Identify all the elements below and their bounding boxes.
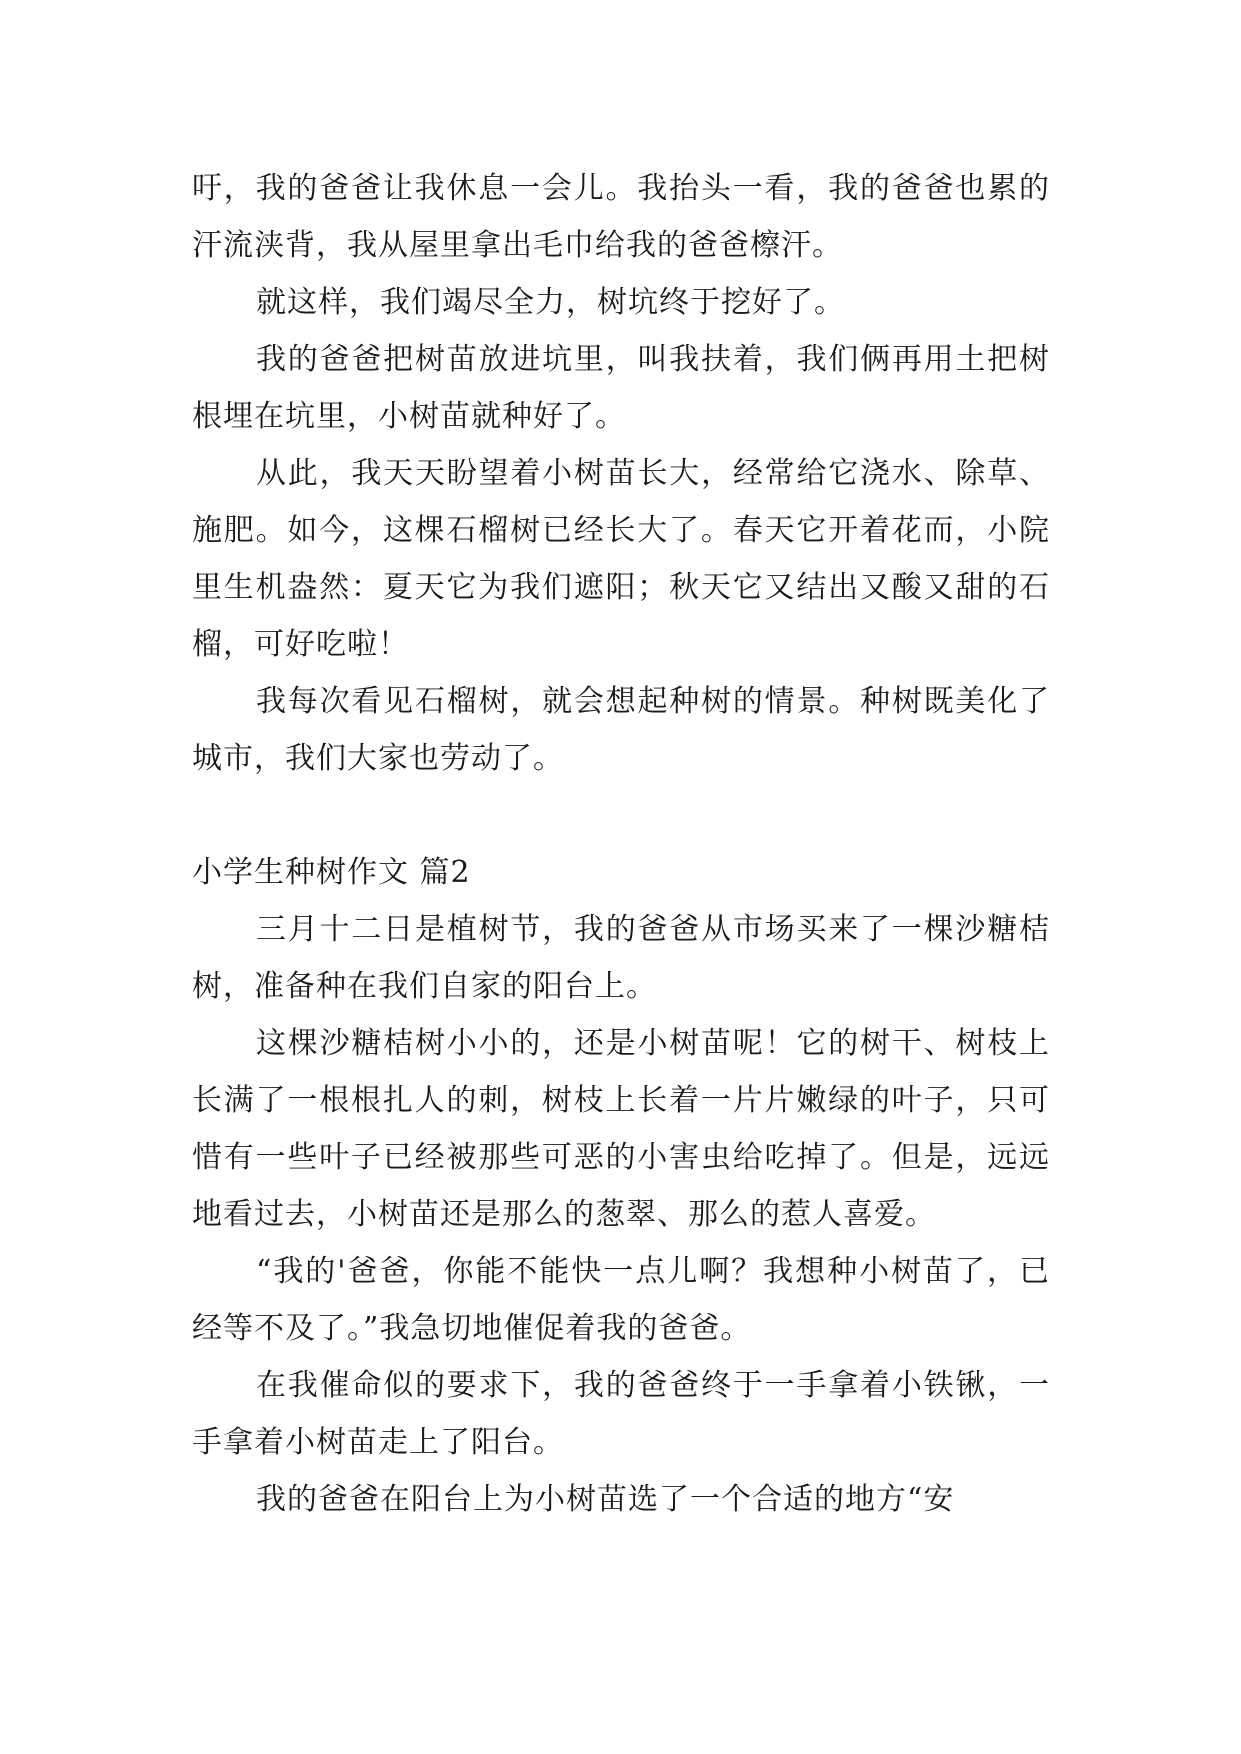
paragraph: 从此，我天天盼望着小树苗长大，经常给它浇水、除草、施肥。如今，这棵石榴树已经长大了。春天它开着花而，小院里生机盎然：夏天它为我们遮阳；秋天它又结出又酸又甜的石榴，可好吃啦！ bbox=[192, 456, 1050, 662]
document-body bbox=[192, 160, 1050, 1528]
paragraph: 就这样，我们竭尽全力，树坑终于挖好了。 bbox=[256, 285, 845, 320]
paragraph: 三月十二日是植树节，我的爸爸从市场买来了一棵沙糖桔树，准备种在我们自家的阳台上。 bbox=[192, 912, 1050, 1004]
paragraph: 这棵沙糖桔树小小的，还是小树苗呢！它的树干、树枝上长满了一根根扎人的刺，树枝上长着一片片嫩绿的叶子，只可惜有一些叶子已经被那些可恶的小害虫给吃掉了。但是，远远地看过去，小树苗还是那么的葱翠、那么的惹人喜爱。 bbox=[192, 1026, 1050, 1232]
paragraph: 我每次看见石榴树，就会想起种树的情景。种树既美化了城市，我们大家也劳动了。 bbox=[192, 684, 1050, 776]
paragraph: 吁，我的爸爸让我休息一会儿。我抬头一看，我的爸爸也累的汗流浃背，我从屋里拿出毛巾给我的爸爸檫汗。 bbox=[192, 171, 1050, 263]
paragraph: 在我催命似的要求下，我的爸爸终于一手拿着小铁锹，一手拿着小树苗走上了阳台。 bbox=[192, 1368, 1050, 1460]
paragraph: 我的爸爸在阳台上为小树苗选了一个合适的地方“安 bbox=[256, 1482, 955, 1517]
section-heading: 小学生种树作文 篇2 bbox=[192, 855, 471, 890]
paragraph: “我的'爸爸，你能不能快一点儿啊？我想种小树苗了，已经等不及了。”我急切地催促着我的爸爸。 bbox=[192, 1254, 1050, 1346]
paragraph: 我的爸爸把树苗放进坑里，叫我扶着，我们俩再用土把树根埋在坑里，小树苗就种好了。 bbox=[192, 342, 1050, 434]
